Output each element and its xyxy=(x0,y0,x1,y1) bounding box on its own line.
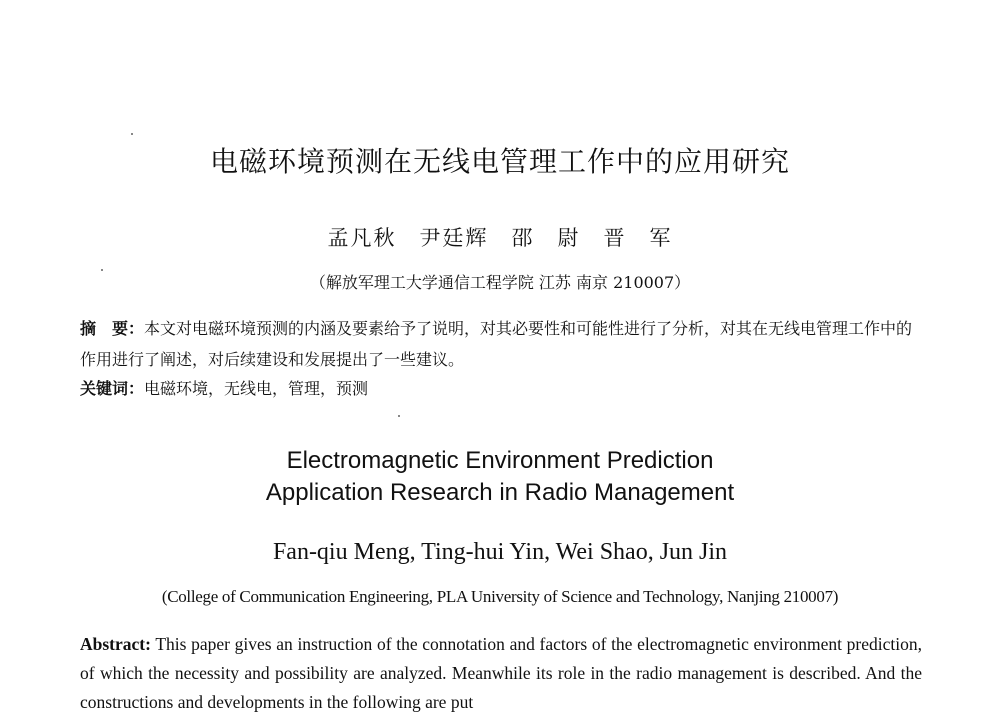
chinese-title: 电磁环境预测在无线电管理工作中的应用研究 xyxy=(209,145,790,178)
scan-speck xyxy=(131,133,133,135)
chinese-abstract-text: 本文对电磁环境预测的内涵及要素给予了说明，对其必要性和可能性进行了分析，对其在无线电管理工作中的作用进行了阐述，对后续建设和发展提出了一些建议。 xyxy=(80,319,913,369)
chinese-keywords-label: 关键词： xyxy=(80,379,145,398)
english-abstract xyxy=(80,630,922,716)
chinese-keywords-text: 电磁环境，无线电，管理，预测 xyxy=(144,379,369,398)
chinese-authors: 孟凡秋 尹廷辉 邵 尉 晋 军 xyxy=(327,226,673,250)
english-abstract-text: This paper gives an instruction of the connotation and factors of the electromagnetic environment prediction, of which the necessity and possibility are analyzed. Meanwhile its role in the radio management is described. And the constructions and developments in the following are put xyxy=(80,634,922,712)
chinese-abstract xyxy=(80,313,922,375)
english-authors: Fan-qiu Meng, Ting-hui Yin, Wei Shao, Jun Jin xyxy=(272,539,728,565)
chinese-abstract-label: 摘 要： xyxy=(80,319,145,338)
english-title xyxy=(0,445,1000,509)
english-title-line-1: Electromagnetic Environment Prediction xyxy=(286,447,714,474)
chinese-keywords xyxy=(80,373,922,404)
english-title-line-2: Application Research in Radio Management xyxy=(265,479,735,506)
english-affiliation: (College of Communication Engineering, PLA University of Science and Technology, Nanjing 210007) xyxy=(161,587,839,606)
english-abstract-label: Abstract: xyxy=(80,634,151,654)
scan-speck xyxy=(398,415,400,417)
chinese-affiliation: （解放军理工大学通信工程学院 江苏 南京 210007） xyxy=(309,273,691,292)
